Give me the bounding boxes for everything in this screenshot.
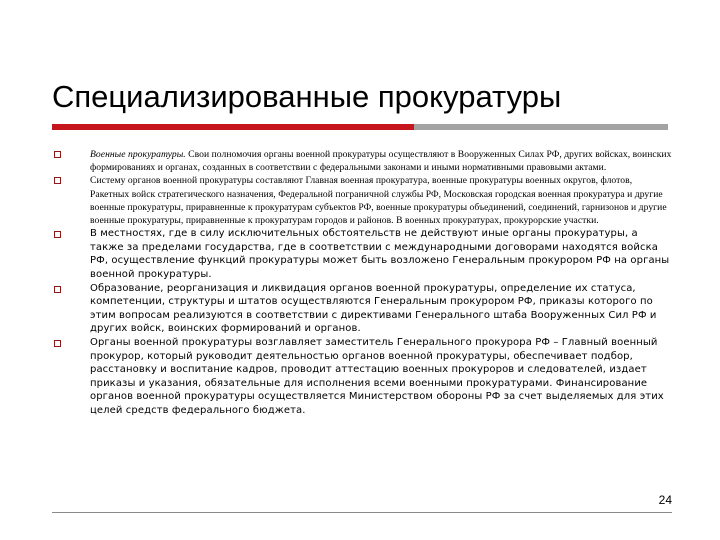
list-item xyxy=(52,174,672,227)
footer-rule xyxy=(52,512,672,513)
item-text: Образование, реорганизация и ликвидация органов военной прокуратуры, определение их статуса, компетенции, структуры и штатов осуществляются Генеральным прокурором РФ, приказы которого по этим вопросам реализуются в соответствии с директивами Генерального штаба Вооруженных Сил РФ и других войск, воинских формирований и органов. xyxy=(90,282,657,335)
hollow-square-bullet-icon xyxy=(54,286,61,293)
hollow-square-bullet-icon xyxy=(54,177,61,184)
item-lead: Военные прокуратуры. xyxy=(90,149,186,160)
page-number: 24 xyxy=(658,493,672,507)
list-item xyxy=(52,282,672,336)
hollow-square-bullet-icon xyxy=(54,340,61,347)
slide-title: Специализированные прокуратуры xyxy=(52,79,562,114)
item-text: Систему органов военной прокуратуры составляют Главная военная прокуратура, военные прокуратуры военных округов, флотов, Ракетных войск стратегического назначения, Федеральной пограничной службы РФ, Московская городская военная прокуратура и другие военные прокуратуры, приравненные к прокуратурам субъектов РФ, военные прокуратуры объединений, соединений, гарнизонов и другие военные прокуратуры, приравненные к прокуратурам городов и районов. В военных прокуратурах, прокурорские участки. xyxy=(90,175,667,227)
hollow-square-bullet-icon xyxy=(54,151,61,158)
hollow-square-bullet-icon xyxy=(54,231,61,238)
item-text: В местностях, где в силу исключительных обстоятельств не действуют иные органы прокуратуры, а также за пределами государства, где в соответствии с международными договорами находятся войска РФ, осуществление функций прокуратуры может быть возложено Генеральным прокурором РФ на органы военной прокуратуры. xyxy=(90,228,670,280)
list-item xyxy=(52,148,672,174)
list-item xyxy=(52,227,672,281)
item-text: Органы военной прокуратуры возглавляет заместитель Генерального прокурора РФ – Главный военный прокурор, который руководит деятельностью органов военной прокуратуры, обеспечивает подбор, расстановку и воспитание кадров, проводит аттестацию военных прокуроров и следователей, издает приказы и указания, обязательные для исполнения всеми военными прокуратурами. Финансирование органов военной прокуратуры осуществляется Министерством обороны РФ за счет выделяемых для этих целей средств федерального бюджета. xyxy=(90,336,664,416)
slide-body xyxy=(52,148,672,418)
list-item xyxy=(52,336,672,418)
title-underline-red xyxy=(52,124,414,130)
item-text: Свои полномочия органы военной прокуратуры осуществляют в Вооруженных Силах РФ, других войсках, воинских формированиях и органах, созданных в соответствии с федеральными законами и иными нормативными правовыми актами. xyxy=(90,149,672,174)
